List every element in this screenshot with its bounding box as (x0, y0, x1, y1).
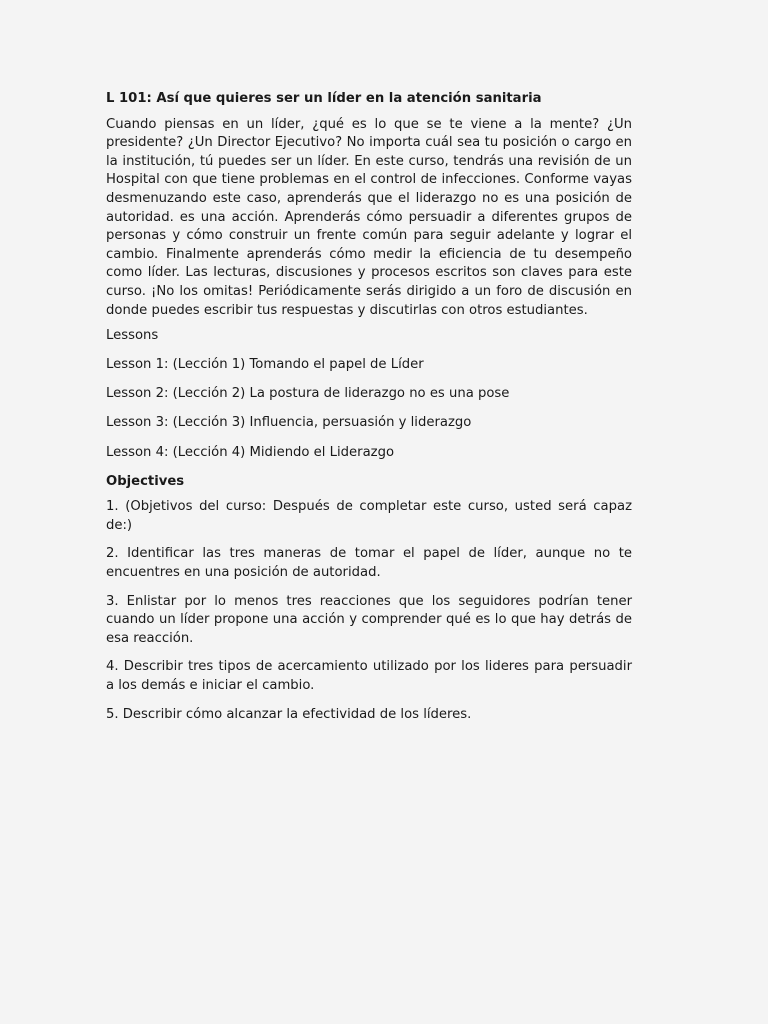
document-title: L 101: Así que quieres ser un líder en la atención sanitaria (106, 91, 542, 106)
document-body (106, 90, 632, 734)
objectives-heading: Objectives (106, 473, 185, 489)
lesson-item-4: Lesson 4: (Lección 4) Midiendo el Liderazgo (106, 444, 395, 460)
intro-paragraph: Cuando piensas en un líder, ¿qué es lo que se te viene a la mente? ¿Un presidente? ¿Un Director Ejecutivo? No importa cuál sea tu posición o cargo en la institución, tú puedes ser un líder. En este curso, tendrás una revisión de un Hospital con que tiene problemas en el control de infecciones. Conforme vayas desmenuzando este caso, aprenderás que el liderazgo no es una posición de autoridad. es una acción. Aprenderás cómo persuadir a diferentes grupos de personas y cómo construir un frente común para seguir adelante y lograr el cambio. Finalmente aprenderás cómo medir la eficiencia de tu desempeño como líder. Las lecturas, discusiones y procesos escritos son claves para este curso. ¡No los omitas! Periódicamente serás dirigido a un foro de discusión en donde puedes escribir tus respuestas y discutirlas con otros estudiantes. (106, 116, 632, 318)
lesson-item-2: Lesson 2: (Lección 2) La postura de liderazgo no es una pose (106, 386, 510, 402)
objective-item-1: 1. (Objetivos del curso: Después de completar este curso, usted será capaz de:) (106, 499, 632, 533)
objective-item-4: 4. Describir tres tipos de acercamiento utilizado por los lideres para persuadir a los demás e iniciar el cambio. (106, 659, 632, 693)
objective-item-3: 3. Enlistar por lo menos tres reacciones que los seguidores podrían tener cuando un líder propone una acción y comprender qué es lo que hay detrás de esa reacción. (106, 593, 632, 646)
lessons-label: Lessons (106, 328, 159, 344)
lesson-item-3: Lesson 3: (Lección 3) Influencia, persuasión y liderazgo (106, 415, 472, 431)
objective-item-2: 2. Identificar las tres maneras de tomar el papel de líder, aunque no te encuentres en una posición de autoridad. (106, 546, 632, 580)
objective-item-5: 5. Describir cómo alcanzar la efectividad de los líderes. (106, 706, 472, 722)
lesson-item-1: Lesson 1: (Lección 1) Tomando el papel de Líder (106, 357, 424, 373)
